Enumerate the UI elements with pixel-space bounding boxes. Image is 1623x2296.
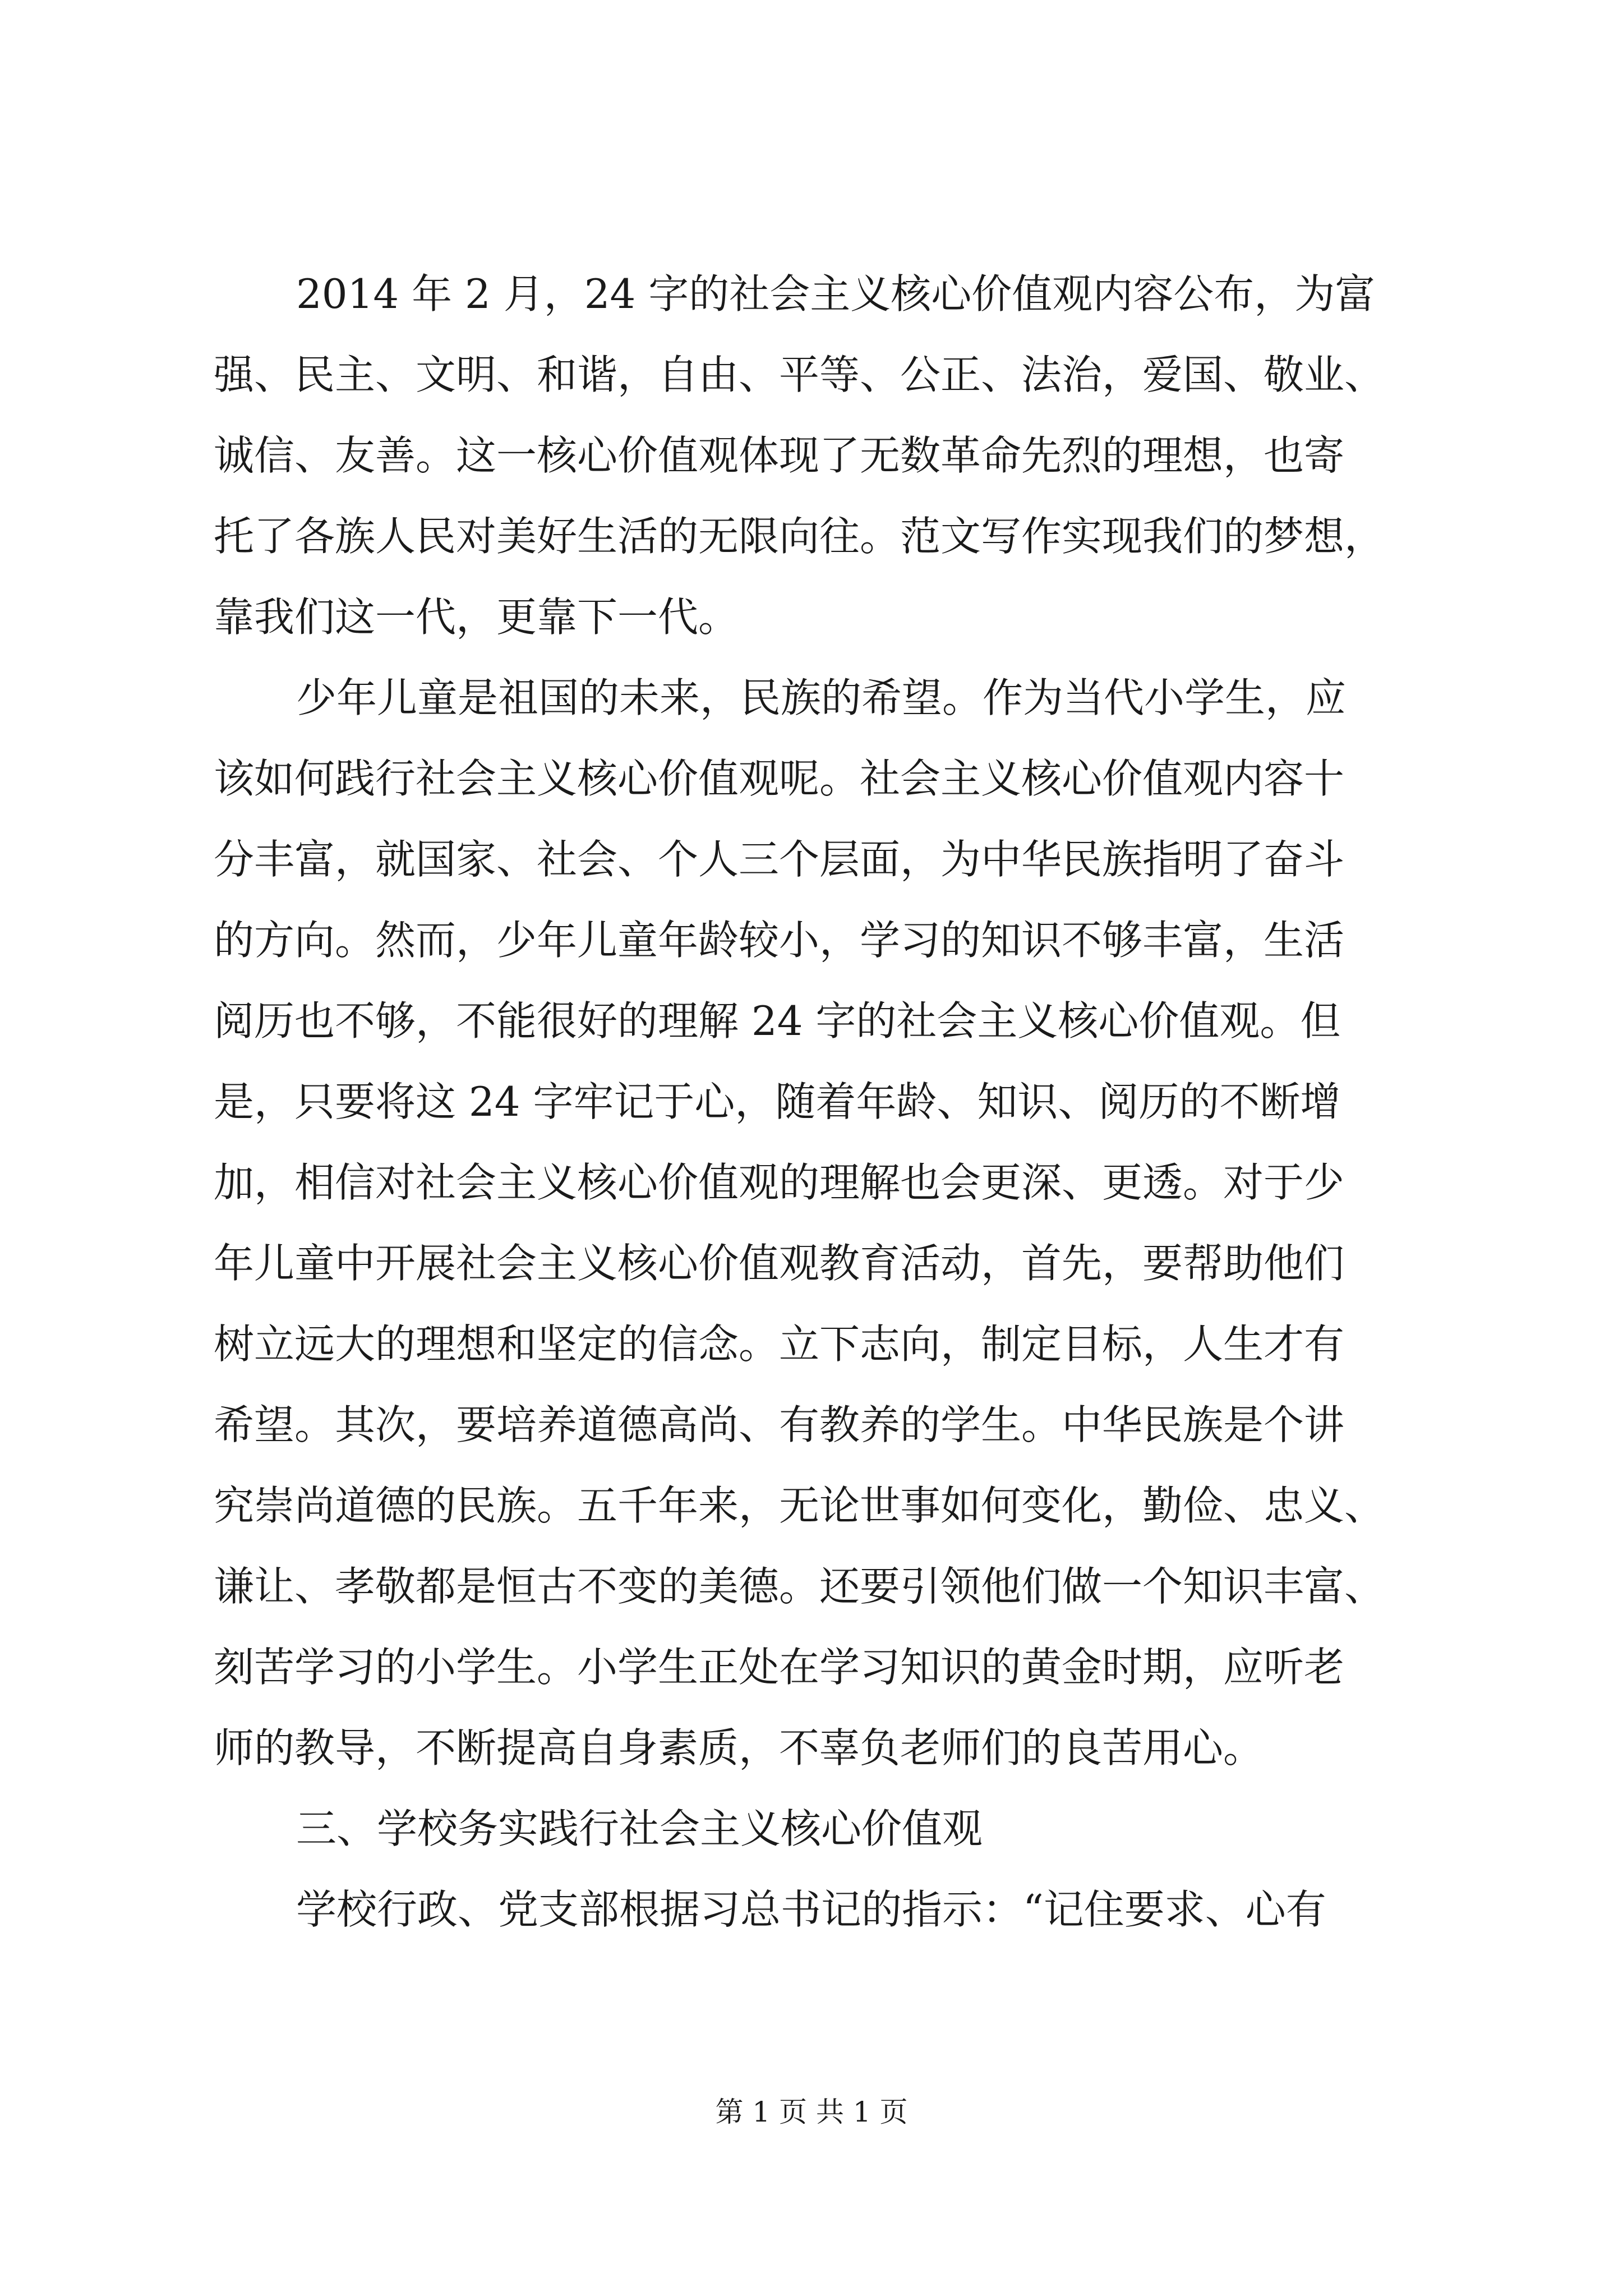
text-line: 阅历也不够，不能很好的理解 24 字的社会主义核心价值观。但 — [214, 997, 1341, 1045]
text-line: 谦让、孝敬都是恒古不变的美德。还要引领他们做一个知识丰富、 — [214, 1563, 1385, 1610]
text-line: 是，只要将这 24 字牢记于心，随着年龄、知识、阅历的不断增 — [214, 1078, 1341, 1125]
text-line: 树立远大的理想和坚定的信念。立下志向，制定目标，人生才有 — [214, 1320, 1345, 1368]
text-line: 强、民主、文明、和谐，自由、平等、公正、法治，爱国、敬业、 — [214, 351, 1385, 398]
text-line: 年儿童中开展社会主义核心价值观教育活动，首先，要帮助他们 — [214, 1240, 1345, 1287]
text-line: 少年儿童是祖国的未来，民族的希望。作为当代小学生，应 — [296, 674, 1347, 721]
text-line: 希望。其次，要培养道德高尚、有教养的学生。中华民族是个讲 — [214, 1401, 1345, 1448]
text-line: 托了各族人民对美好生活的无限向往。范文写作实现我们的梦想， — [214, 513, 1385, 560]
page-number-footer: 第 1 页 共 1 页 — [715, 2096, 908, 2128]
text-line: 学校行政、党支部根据习总书记的指示：“记住要求、心有 — [296, 1886, 1326, 1933]
text-line: 诚信、友善。这一核心价值观体现了无数革命先烈的理想，也寄 — [214, 432, 1345, 479]
text-line: 加，相信对社会主义核心价值观的理解也会更深、更透。对于少 — [214, 1159, 1345, 1206]
text-line: 究崇尚道德的民族。五千年来，无论世事如何变化，勤俭、忠义、 — [214, 1482, 1385, 1529]
text-line: 的方向。然而，少年儿童年龄较小，学习的知识不够丰富，生活 — [214, 917, 1345, 964]
text-line: 靠我们这一代，更靠下一代。 — [214, 593, 739, 641]
text-line: 分丰富，就国家、社会、个人三个层面，为中华民族指明了奋斗 — [214, 836, 1345, 883]
section-heading: 三、学校务实践行社会主义核心价值观 — [296, 1805, 983, 1852]
text-line: 该如何践行社会主义核心价值观呢。社会主义核心价值观内容十 — [214, 755, 1345, 802]
text-line: 刻苦学习的小学生。小学生正处在学习知识的黄金时期，应听老 — [214, 1644, 1345, 1691]
text-line: 师的教导，不断提高自身素质，不辜负老师们的良苦用心。 — [214, 1724, 1264, 1772]
text-line: 2014 年 2 月，24 字的社会主义核心价值观内容公布，为富 — [296, 270, 1376, 318]
